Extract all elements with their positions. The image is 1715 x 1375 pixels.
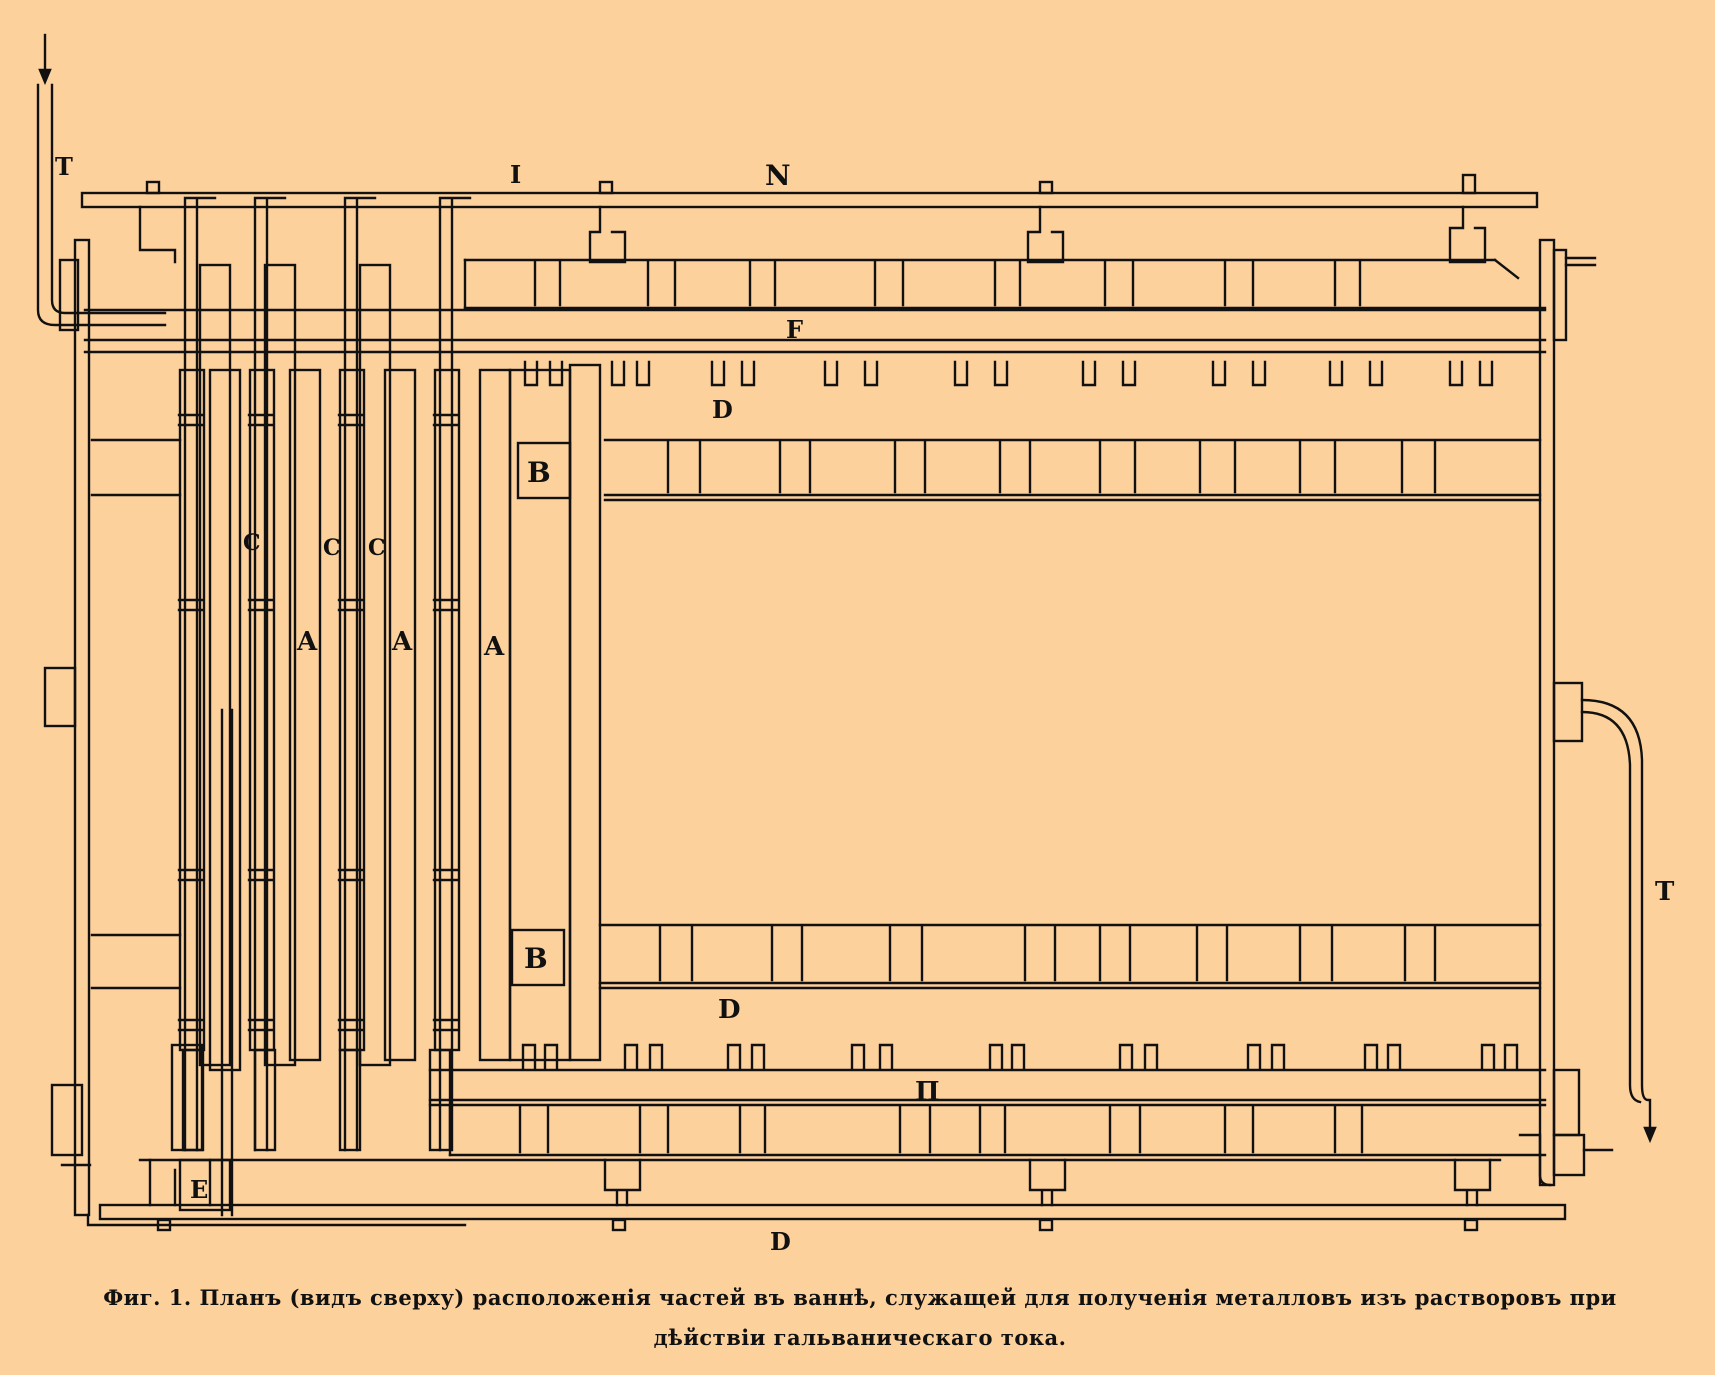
right-end-plate — [1520, 240, 1612, 1185]
outlet-pipe — [1582, 700, 1655, 1140]
label-N: N — [765, 159, 791, 192]
bottom-beam — [430, 1070, 1545, 1105]
label-C3: C — [368, 535, 386, 561]
label-T-in: T — [55, 152, 73, 181]
label-B-bottom: B — [524, 942, 548, 975]
label-D-middle: D — [718, 995, 741, 1025]
caption-line-2: дѣйствіи гальваническаго тока. — [653, 1325, 1067, 1350]
bottom-brackets — [523, 1045, 1517, 1068]
label-E: E — [190, 1175, 209, 1204]
upper-channel — [465, 260, 1545, 308]
left-section-lines — [92, 440, 180, 988]
lower-channel — [450, 1105, 1545, 1155]
caption-line-1: Фиг. 1. Планъ (видъ сверху) расположенія частей въ ваннѣ, служащей для полученія металловъ изъ растворовъ при — [103, 1285, 1617, 1310]
label-A3: A — [484, 632, 505, 662]
label-B-top: B — [527, 456, 551, 489]
f-beam — [85, 310, 1545, 352]
label-A1: A — [297, 627, 318, 657]
figure-caption — [80, 1278, 1640, 1358]
lower-belt — [600, 925, 1540, 988]
label-F: F — [786, 315, 804, 344]
labels — [55, 152, 1675, 1256]
upper-belt — [605, 440, 1540, 500]
label-C1: C — [243, 530, 261, 556]
top-rail — [82, 175, 1537, 262]
bottom-rail — [100, 1160, 1565, 1230]
label-D-bottom: D — [770, 1227, 791, 1256]
label-D-top: D — [712, 395, 733, 424]
plates — [172, 265, 600, 1215]
label-A2: A — [392, 627, 413, 657]
label-T-out: T — [1655, 877, 1675, 907]
label-I: I — [510, 160, 522, 189]
top-brackets — [525, 362, 1492, 385]
label-P: П — [915, 1077, 940, 1107]
label-C2: C — [323, 535, 341, 561]
b-boxes — [512, 443, 570, 985]
